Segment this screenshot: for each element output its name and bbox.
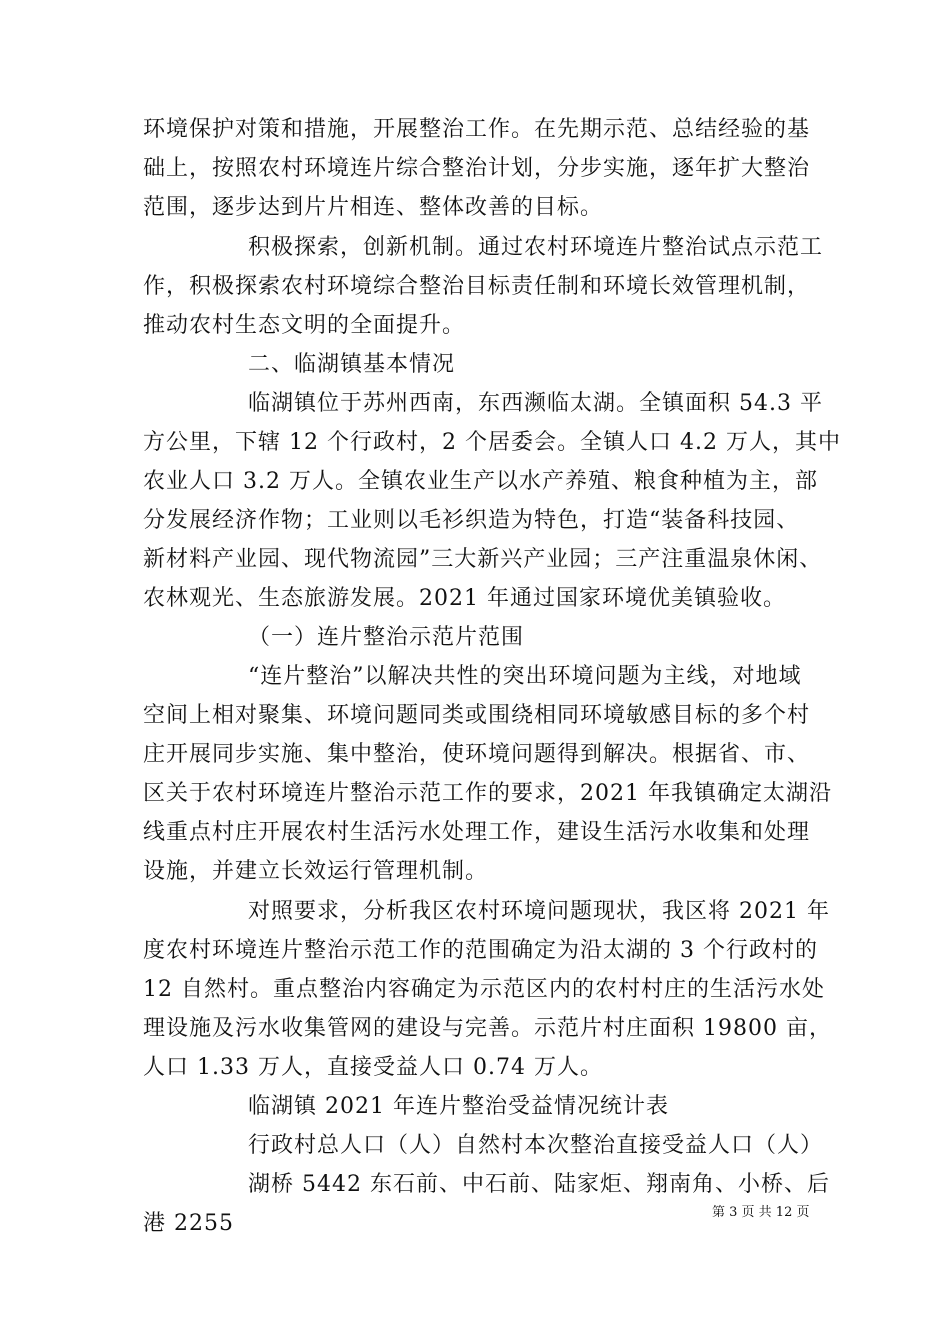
table-title: 临湖镇 2021 年连片整治受益情况统计表 — [248, 1094, 669, 1119]
paragraph-line: 区关于农村环境连片整治示范工作的要求，2021 年我镇确定太湖沿 — [143, 781, 832, 806]
paragraph-line: 方公里，下辖 12 个行政村，2 个居委会。全镇人口 4.2 万人，其中 — [143, 430, 841, 455]
paragraph-line: 12 自然村。重点整治内容确定为示范区内的农村村庄的生活污水处 — [143, 977, 825, 1002]
paragraph-line: 范围，逐步达到片片相连、整体改善的目标。 — [143, 195, 604, 220]
paragraph-line: 推动农村生态文明的全面提升。 — [143, 313, 466, 338]
paragraph-line: 设施，并建立长效运行管理机制。 — [143, 859, 489, 884]
paragraph-line: 农林观光、生态旅游发展。2021 年通过国家环境优美镇验收。 — [143, 586, 786, 611]
page-number: 第 3 页 共 12 页 — [712, 1205, 810, 1220]
paragraph-line: 人口 1.33 万人，直接受益人口 0.74 万人。 — [143, 1055, 603, 1080]
subsection-heading: （一）连片整治示范片范围 — [248, 625, 525, 650]
paragraph-line: “连片整治”以解决共性的突出环境问题为主线，对地域 — [248, 664, 802, 689]
paragraph-line: 对照要求，分析我区农村环境问题现状，我区将 2021 年 — [248, 899, 830, 924]
paragraph-line: 度农村环境连片整治示范工作的范围确定为沿太湖的 3 个行政村的 — [143, 938, 818, 963]
paragraph-line: 空间上相对聚集、环境问题同类或围绕相同环境敏感目标的多个村 — [143, 703, 811, 728]
table-row-line: 港 2255 — [143, 1211, 234, 1236]
table-row-line: 湖桥 5442 东石前、中石前、陆家炬、翔南角、小桥、后 — [248, 1172, 830, 1197]
paragraph-line: 农业人口 3.2 万人。全镇农业生产以水产养殖、粮食种植为主，部 — [143, 469, 818, 494]
section-heading: 二、临湖镇基本情况 — [248, 352, 456, 377]
paragraph-line: 积极探索，创新机制。通过农村环境连片整治试点示范工 — [248, 235, 824, 260]
paragraph-line: 线重点村庄开展农村生活污水处理工作，建设生活污水收集和处理 — [143, 820, 811, 845]
paragraph-line: 分发展经济作物；工业则以毛衫织造为特色，打造“装备科技园、 — [143, 508, 800, 533]
paragraph-line: 理设施及污水收集管网的建设与完善。示范片村庄面积 19800 亩， — [143, 1016, 832, 1041]
paragraph-line: 临湖镇位于苏州西南，东西濒临太湖。全镇面积 54.3 平 — [248, 391, 823, 416]
paragraph-line: 作，积极探索农村环境综合整治目标责任制和环境长效管理机制， — [143, 274, 811, 299]
paragraph-line: 础上，按照农村环境连片综合整治计划，分步实施，逐年扩大整治 — [143, 156, 811, 181]
table-header-line: 行政村总人口（人）自然村本次整治直接受益人口（人） — [248, 1133, 824, 1158]
paragraph-line: 新材料产业园、现代物流园”三大新兴产业园；三产注重温泉休闲、 — [143, 547, 823, 572]
paragraph-line: 环境保护对策和措施，开展整治工作。在先期示范、总结经验的基 — [143, 117, 811, 142]
paragraph-line: 庄开展同步实施、集中整治，使环境问题得到解决。根据省、市、 — [143, 742, 811, 767]
